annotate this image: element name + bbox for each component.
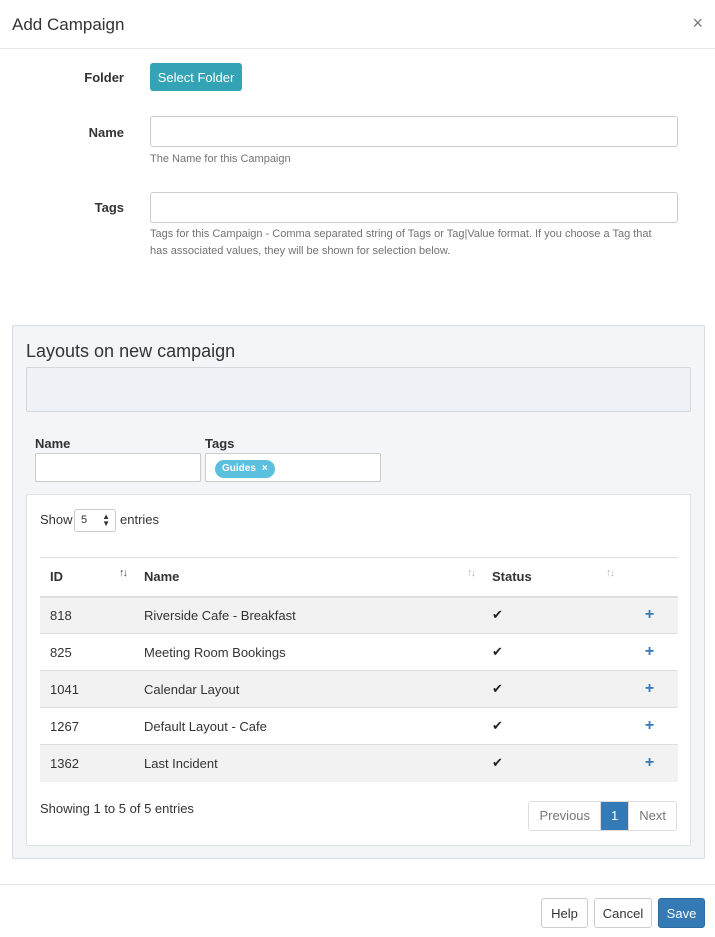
previous-page-button[interactable]: Previous — [529, 802, 601, 830]
show-label: Show — [40, 512, 73, 527]
column-header-status[interactable] — [482, 558, 621, 597]
plus-icon[interactable]: + — [644, 717, 655, 734]
filter-name-input[interactable] — [35, 453, 201, 482]
cell-name: Meeting Room Bookings — [134, 634, 482, 671]
table-header-row — [40, 558, 678, 597]
column-name-label: Name — [144, 569, 180, 585]
column-header-id[interactable] — [40, 558, 134, 597]
column-status-label: Status — [492, 569, 532, 585]
page-length-value: 5 — [81, 514, 88, 526]
sort-icon[interactable]: ↑↓ — [606, 567, 613, 579]
folder-label: Folder — [84, 70, 124, 85]
check-icon: ✔ — [492, 644, 503, 659]
filter-name-label: Name — [35, 436, 71, 451]
next-page-button[interactable]: Next — [628, 802, 676, 830]
plus-icon[interactable]: + — [644, 754, 655, 772]
table-row — [40, 597, 678, 634]
table-row — [40, 634, 678, 671]
cell-id: 818 — [40, 597, 134, 634]
plus-icon[interactable]: + — [644, 606, 655, 624]
column-header-actions — [621, 558, 678, 597]
column-id-label: ID — [50, 569, 63, 585]
tags-label: Tags — [94, 200, 124, 215]
selected-layouts-area[interactable] — [26, 367, 691, 412]
cancel-button[interactable]: Cancel — [594, 898, 652, 928]
plus-icon[interactable]: + — [644, 643, 655, 660]
cell-name: Default Layout - Cafe — [134, 708, 482, 745]
modal-footer — [0, 884, 715, 937]
campaign-name-input[interactable] — [150, 116, 678, 147]
campaign-tags-input[interactable] — [150, 192, 678, 223]
name-label: Name — [88, 125, 124, 140]
select-folder-button[interactable]: Select Folder — [150, 63, 242, 91]
help-button[interactable]: Help — [541, 898, 588, 928]
select-caret-icon: ▲ ▼ — [102, 512, 110, 528]
cell-name: Riverside Cafe - Breakfast — [134, 597, 482, 634]
sort-icon[interactable]: ↑↓ — [119, 567, 126, 579]
layouts-panel — [12, 325, 705, 859]
tag-chip-label: Guides — [222, 463, 256, 474]
entries-label: entries — [120, 512, 160, 527]
cell-name: Last Incident — [134, 745, 482, 782]
pagination — [528, 801, 677, 831]
page-length-select[interactable] — [74, 509, 116, 532]
name-help-text: The Name for this Campaign — [150, 153, 291, 165]
tag-remove-icon[interactable]: × — [261, 463, 268, 474]
table-info: Showing 1 to 5 of 5 entries — [40, 801, 194, 816]
filter-tags-input[interactable] — [205, 453, 381, 482]
page-1-button[interactable]: 1 — [601, 802, 628, 830]
layouts-table-container — [26, 494, 691, 846]
tags-help-text: Tags for this Campaign - Comma separated string of Tags or Tag|Value format. If you choose a Tag that has associated values, they will be shown for selection below. — [150, 228, 652, 257]
check-icon: ✔ — [492, 607, 503, 623]
modal-header — [0, 0, 715, 49]
cell-id: 825 — [40, 634, 134, 671]
cell-id: 1041 — [40, 671, 134, 708]
cell-id: 1267 — [40, 708, 134, 745]
layouts-table — [40, 557, 678, 782]
filter-tags-label: Tags — [205, 436, 235, 451]
plus-icon[interactable]: + — [644, 680, 655, 697]
tag-chip-guides — [215, 460, 275, 478]
check-icon: ✔ — [492, 681, 503, 696]
table-row — [40, 671, 678, 708]
layouts-panel-title: Layouts on new campaign — [26, 341, 236, 361]
cell-id: 1362 — [40, 745, 134, 782]
table-row — [40, 745, 678, 782]
check-icon: ✔ — [492, 755, 503, 771]
save-button[interactable]: Save — [658, 898, 705, 928]
sort-icon[interactable]: ↑↓ — [467, 567, 474, 579]
table-row — [40, 708, 678, 745]
cell-name: Calendar Layout — [134, 671, 482, 708]
column-header-name[interactable] — [134, 558, 482, 597]
modal-title: Add Campaign — [12, 15, 125, 34]
close-icon[interactable]: × — [692, 13, 703, 33]
check-icon: ✔ — [492, 718, 503, 733]
